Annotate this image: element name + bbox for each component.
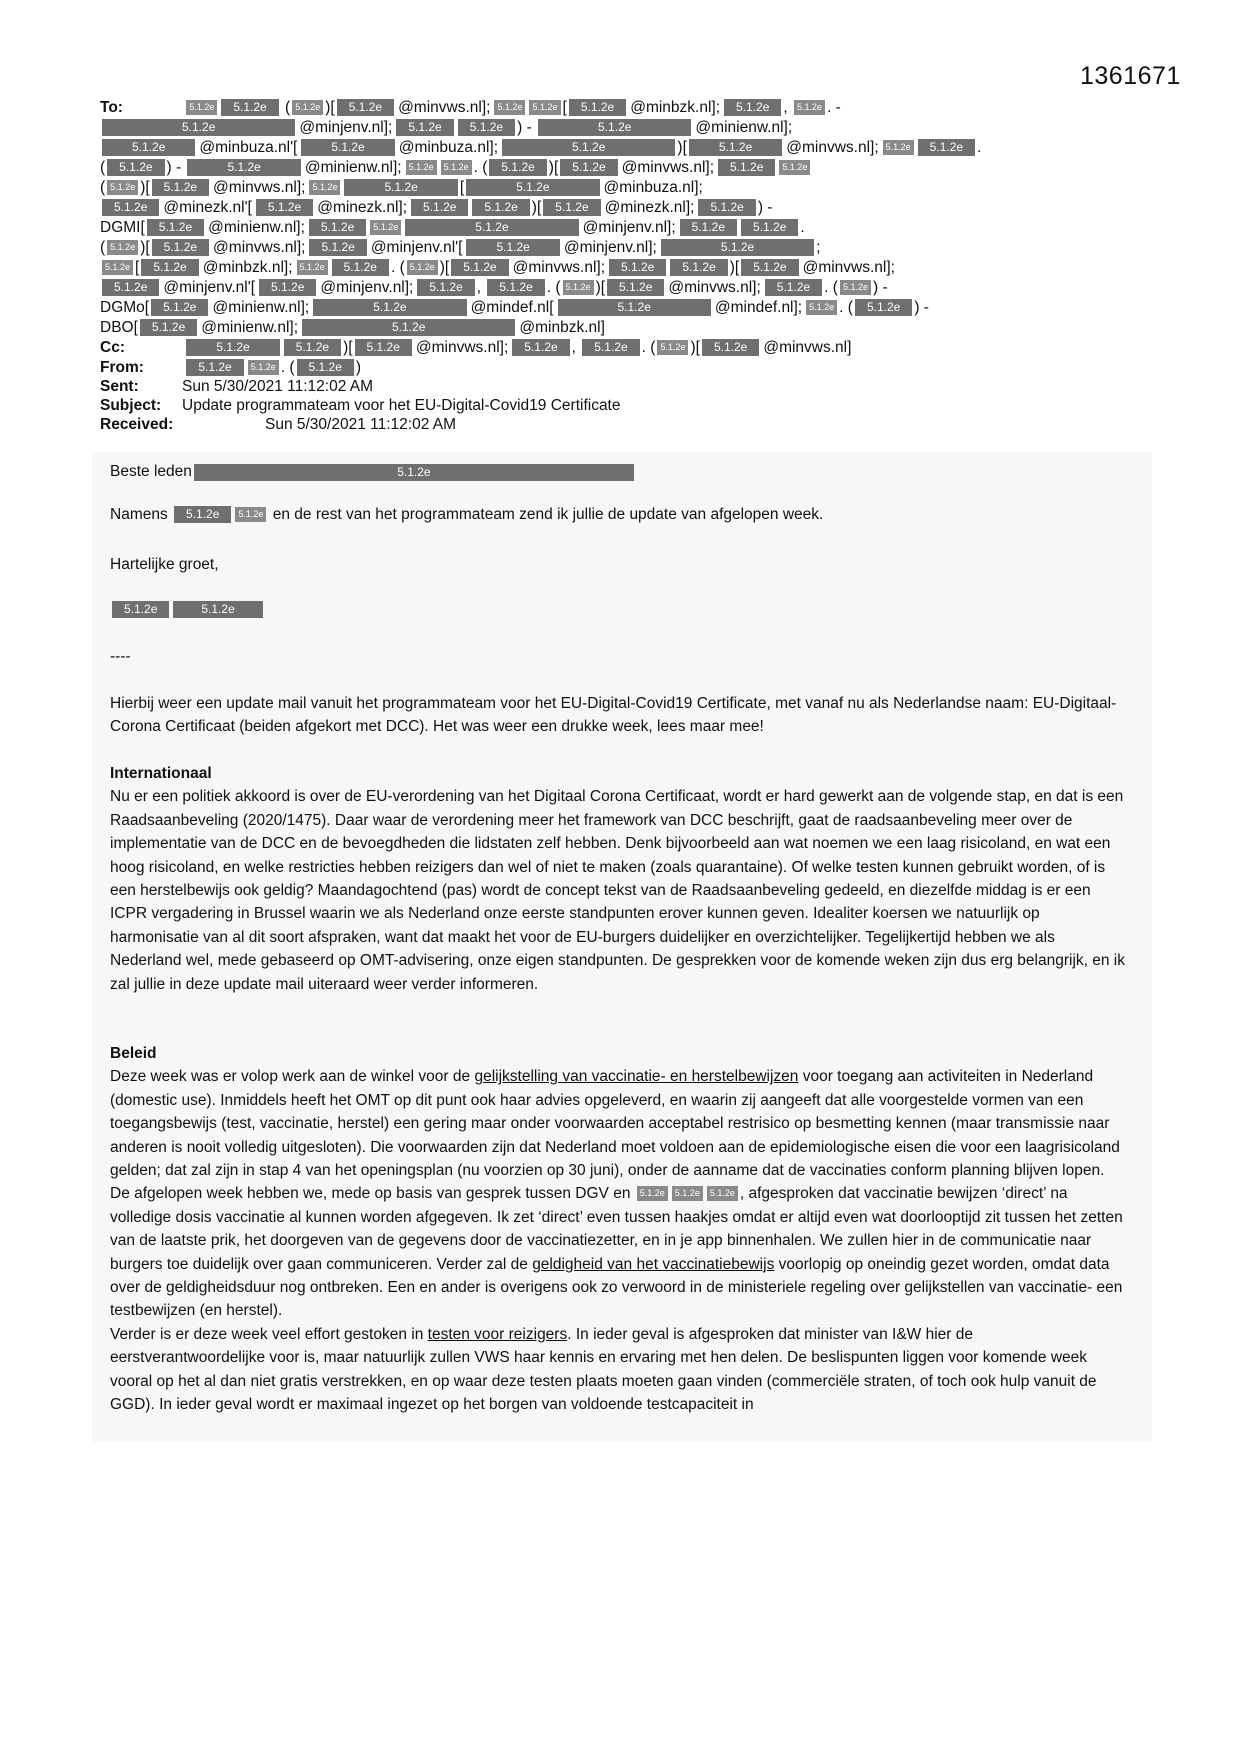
redaction: 5.1.2e xyxy=(107,180,138,195)
received-label: Received: xyxy=(100,416,174,433)
email-domain: @minjenv.nl'[ xyxy=(163,279,256,296)
link-testen-reizigers[interactable]: testen voor reizigers xyxy=(427,1325,568,1343)
intro-text-before: Namens xyxy=(110,506,168,523)
redaction: 5.1.2e xyxy=(151,299,208,316)
redaction: 5.1.2e xyxy=(741,219,798,236)
redaction: 5.1.2e xyxy=(309,180,340,195)
text-run: voorlopig op oneindig gezet worden, omdat data over de geldigheidsduur nog ontbreken. Een en ander is overigens ook zo verwoord in de ministeriele regeling over gelijkstellen van vaccinatie- een testbewijzen (en herstel). xyxy=(110,1255,1123,1320)
redaction: 5.1.2e xyxy=(794,100,825,115)
email-recipient-block xyxy=(100,98,1120,378)
redaction: 5.1.2e xyxy=(186,100,217,115)
beleid-paragraph-1 xyxy=(110,1065,1130,1182)
intro-paragraph: Hierbij weer een update mail vanuit het programmateam voor het EU-Digital-Covid19 Certificate, met vanaf nu als Nederlandse naam: EU-Digitaal-Corona Certificaat (beiden afgekort met DCC). Het was weer een drukke week, lees maar mee! xyxy=(110,695,1117,736)
email-domain: @minbzk.nl]; xyxy=(630,99,721,116)
redaction: 5.1.2e xyxy=(529,100,560,115)
redaction: 5.1.2e xyxy=(221,99,278,116)
redaction: 5.1.2e xyxy=(301,139,394,156)
redaction: 5.1.2e xyxy=(918,139,975,156)
redaction: 5.1.2e xyxy=(702,339,759,356)
redaction: 5.1.2e xyxy=(411,199,468,216)
email-domain: @minvws.nl]; xyxy=(668,279,761,296)
signature xyxy=(110,598,1130,621)
redaction: 5.1.2e xyxy=(558,299,711,316)
redaction: 5.1.2e xyxy=(405,219,578,236)
redaction: 5.1.2e xyxy=(235,507,266,522)
document-id: 1361671 xyxy=(1080,62,1181,90)
redaction: 5.1.2e xyxy=(102,199,159,216)
subject-line xyxy=(100,396,621,415)
redaction: 5.1.2e xyxy=(472,199,529,216)
redaction: 5.1.2e xyxy=(689,139,782,156)
redaction: 5.1.2e xyxy=(102,139,195,156)
email-domain: @minvws.nl]; xyxy=(213,239,306,256)
email-domain: @minezk.nl]; xyxy=(317,199,408,216)
redaction: 5.1.2e xyxy=(355,339,412,356)
to-line-3: 5.1.2e @minbuza.nl'[ 5.1.2e @minbuza.nl]; 5.1.2e )[ 5.1.2e @minvws.nl]; 5.1.2e 5.1.2e . xyxy=(100,138,1120,158)
redaction: 5.1.2e xyxy=(670,259,727,276)
to-line-5: ( 5.1.2e )[ 5.1.2e @minvws.nl]; 5.1.2e 5.1.2e [ 5.1.2e @minbuza.nl]; xyxy=(100,179,703,196)
text-run: . In ieder geval is afgesproken dat minister van I&W hier de eerstverantwoordelijke voor is, maar natuurlijk zullen VWS haar kennis en ervaring met hen delen. De beslispunten liggen voor komende week vooral op het al dan niet gratis verstrekken, en op waar deze testen plaats moeten gaan vinden (commerciële straten, of toch ook hulp vanuit de GGD). In ieder geval wordt er maximaal ingezet op het borgen van voldoende testcapaciteit in xyxy=(110,1325,1097,1414)
redaction: 5.1.2e xyxy=(102,119,295,136)
link-gelijkstelling[interactable]: gelijkstelling van vaccinatie- en herstelbewijzen xyxy=(474,1068,799,1086)
from-label: From: xyxy=(100,359,144,376)
redaction: 5.1.2e xyxy=(458,119,515,136)
redaction: 5.1.2e xyxy=(259,279,316,296)
to-line-7: DGMI[ 5.1.2e @minienw.nl]; 5.1.2e 5.1.2e 5.1.2e @minjenv.nl]; 5.1.2e 5.1.2e . xyxy=(100,219,805,236)
redaction: 5.1.2e xyxy=(406,160,437,175)
email-domain: @minbuza.nl'[ xyxy=(199,139,298,156)
section-text: Nu er een politiek akkoord is over de EU-verordening van het Digitaal Corona Certificaat, wordt er hard gewerkt aan de volgende stap, en dat is een Raadsaanbeveling (2020/1475). Daar waar de verordening meer het framework van DCC beschrijft, gaat de raadsaanbeveling meer over de implementatie van de DCC en de bevoegdheden die lidstaten zelf hebben. Denk bijvoorbeeld aan wat noemen we een laag risicoland, en wat een hoog risicoland, en welke restricties hebben reizigers dan wel of niet te maken (zoals quarantaine). Of welke testen kunnen gebruikt worden, of is een herstelbewijs ook geldig? Maandagochtend (pas) wordt de concept tekst van de Raadsaanbeveling gedeeld, en diezelfde middag is er een ICPR vergadering in Brussel waarin we als Nederland onze eerste standpunten erover kunnen geven. Idealiter koersen we natuurlijk op harmonisatie van al dit soort afspraken, want dat maakt het voor de EU-burgers duidelijker en overzichtelijker. Tegelijkertijd hebben we als Nederland wel, mede gebaseerd op OMT-advisering, onze eigen standpunten. De gesprekken voor de komende weken zijn dus erg belangrijk, en ik zal jullie in deze update mail uiteraard weer verder informeren. xyxy=(110,788,1125,993)
redaction: 5.1.2e xyxy=(724,99,781,116)
text-run: voor toegang aan activiteiten in Nederland (domestic use). Inmiddels heeft het OMT op dit punt ook haar advies opgeleverd, en waarin zij aangeeft dat alle voorgestelde vormen van een toegangsbewijs (test, vaccinatie, herstel) een gering maar onder voorwaarden acceptabel restrisico op besmetting kennen (maar transmissie naar anderen is nooit volledig uitgesloten). Die voorwaarden zijn dat Nederland moet voldoen aan de epidemiologische eisen die voor een laagrisicoland gelden; dat zal zijn in stap 4 van het openingsplan (nu voorzien op 30 juni), onder de aanname dat de vaccinaties conform planning blijven lopen. xyxy=(110,1068,1120,1180)
redaction: 5.1.2e xyxy=(313,299,466,316)
redaction: 5.1.2e xyxy=(407,260,438,275)
redaction: 5.1.2e xyxy=(741,259,798,276)
section-beleid xyxy=(110,1042,1130,1417)
redaction: 5.1.2e xyxy=(297,260,328,275)
redaction: 5.1.2e xyxy=(141,259,198,276)
beleid-paragraph-2 xyxy=(110,1182,1130,1322)
section-title: Beleid xyxy=(110,1045,157,1062)
redaction: 5.1.2e xyxy=(441,160,472,175)
email-domain: @minjenv.nl]; xyxy=(299,119,393,136)
email-domain: @minvws.nl]; xyxy=(415,339,509,356)
email-domain: @minjenv.nl]; xyxy=(320,279,414,296)
to-line-10: 5.1.2e @minjenv.nl'[ 5.1.2e @minjenv.nl]; 5.1.2e , 5.1.2e . ( 5.1.2e )[ 5.1.2e @minvws.nl]; 5.1.2e . ( 5.1.2e ) - xyxy=(100,278,1120,298)
email-domain: @minvws.nl]; xyxy=(213,179,306,196)
redaction: 5.1.2e xyxy=(309,239,366,256)
cc-label: Cc: xyxy=(100,339,125,356)
email-domain: @minbuza.nl]; xyxy=(398,139,499,156)
email-domain: @minvws.nl]; xyxy=(786,139,879,156)
redaction: 5.1.2e xyxy=(417,279,474,296)
redaction: 5.1.2e xyxy=(297,359,354,376)
greeting xyxy=(110,460,1130,483)
email-domain: @minienw.nl]; xyxy=(212,299,310,316)
redaction: 5.1.2e xyxy=(543,199,600,216)
redaction: 5.1.2e xyxy=(147,219,204,236)
recipient-prefix: DGMI[ xyxy=(100,219,145,236)
redaction: 5.1.2e xyxy=(672,1186,703,1201)
subject-label: Subject: xyxy=(100,397,162,414)
email-domain: @minvws.nl]; xyxy=(512,259,605,276)
received-line xyxy=(100,415,456,434)
to-line-11: DGMo[ 5.1.2e @minienw.nl]; 5.1.2e @mindef.nl[ 5.1.2e @mindef.nl]; 5.1.2e . ( 5.1.2e ) - xyxy=(100,299,929,316)
redaction: 5.1.2e xyxy=(152,239,209,256)
from-line: From: 5.1.2e 5.1.2e . ( 5.1.2e ) xyxy=(100,359,362,376)
redaction: 5.1.2e xyxy=(661,239,814,256)
email-domain: @minezk.nl]; xyxy=(604,199,695,216)
redaction: 5.1.2e xyxy=(707,1186,738,1201)
redaction: 5.1.2e xyxy=(302,319,515,336)
redaction: 5.1.2e xyxy=(765,279,822,296)
redaction: 5.1.2e xyxy=(657,340,688,355)
redaction: 5.1.2e xyxy=(502,139,675,156)
redaction: 5.1.2e xyxy=(569,99,626,116)
text-run: De afgelopen week hebben we, mede op basis van gesprek tussen DGV en xyxy=(110,1185,631,1203)
email-domain: @minvws.nl]; xyxy=(802,259,895,276)
redaction: 5.1.2e xyxy=(186,339,279,356)
email-domain: @minienw.nl]; xyxy=(304,159,402,176)
redaction: 5.1.2e xyxy=(102,279,159,296)
redaction: 5.1.2e xyxy=(607,279,664,296)
redaction: 5.1.2e xyxy=(107,159,164,176)
sent-label: Sent: xyxy=(100,378,139,395)
email-domain: @minvws.nl] xyxy=(763,339,852,356)
redaction: 5.1.2e xyxy=(883,140,914,155)
redaction: 5.1.2e xyxy=(107,240,138,255)
redaction: 5.1.2e xyxy=(698,199,755,216)
email-domain: @minjenv.nl'[ xyxy=(370,239,463,256)
section-internationaal xyxy=(110,762,1130,996)
email-domain: @minvws.nl]; xyxy=(398,99,491,116)
text-run: Deze week was er volop werk aan de winkel voor de xyxy=(110,1068,471,1086)
text-run: , afgesproken dat vaccinatie bewijzen ‘direct’ na volledige dosis vaccinatie al kunnen worden afgegeven. Ik zet ‘direct’ even tussen haakjes omdat er altijd even wat doorlooptijd zit tussen het zetten van de laatste prik, het doorgeven van de gegevens door de vaccinatiezetter, en in je app binnenhalen. We zullen hier in de communicatie naar burgers toe duidelijk over gaan communiceren. Verder zal de xyxy=(110,1185,1123,1273)
redaction: 5.1.2e xyxy=(487,279,544,296)
redaction: 5.1.2e xyxy=(718,159,775,176)
to-line-1: To: 5.1.2e 5.1.2e ( 5.1.2e )[ 5.1.2e @minvws.nl]; 5.1.2e 5.1.2e [ 5.1.2e @minbzk.nl]; 5.1.2e , 5.1.2e . - xyxy=(100,99,841,116)
received-value: Sun 5/30/2021 11:12:02 AM xyxy=(265,416,457,433)
email-domain: @minbzk.nl] xyxy=(519,319,605,336)
redaction: 5.1.2e xyxy=(309,219,366,236)
intro-text-after: en de rest van het programmateam zend ik jullie de update van afgelopen week. xyxy=(272,506,824,523)
redaction: 5.1.2e xyxy=(186,359,243,376)
recipient-prefix: DBO[ xyxy=(100,319,138,336)
section-title: Internationaal xyxy=(110,765,212,782)
recipient-prefix: DGMo[ xyxy=(100,299,150,316)
to-line-2: 5.1.2e @minjenv.nl]; 5.1.2e 5.1.2e ) - 5.1.2e @minienw.nl]; xyxy=(100,118,1120,138)
to-line-6: 5.1.2e @minezk.nl'[ 5.1.2e @minezk.nl]; 5.1.2e 5.1.2e )[ 5.1.2e @minezk.nl]; 5.1.2e ) - xyxy=(100,198,1120,218)
email-domain: @minienw.nl]; xyxy=(208,219,305,236)
link-geldigheid[interactable]: geldigheid van het vaccinatiebewijs xyxy=(532,1255,775,1273)
email-domain: @minjenv.nl]; xyxy=(563,239,657,256)
email-domain: @minezk.nl'[ xyxy=(163,199,252,216)
redaction: 5.1.2e xyxy=(855,299,912,316)
redaction: 5.1.2e xyxy=(112,601,169,618)
to-label: To: xyxy=(100,99,123,116)
redaction: 5.1.2e xyxy=(332,259,389,276)
redaction: 5.1.2e xyxy=(840,280,871,295)
beleid-paragraph-3 xyxy=(110,1323,1130,1417)
text-run: Verder is er deze week veel effort gestoken in xyxy=(110,1325,424,1343)
redaction: 5.1.2e xyxy=(637,1186,668,1201)
to-line-8: ( 5.1.2e )[ 5.1.2e @minvws.nl]; 5.1.2e @minjenv.nl'[ 5.1.2e @minjenv.nl]; 5.1.2e ; xyxy=(100,239,821,256)
redaction: 5.1.2e xyxy=(560,159,617,176)
redaction: 5.1.2e xyxy=(173,601,262,618)
sent-line xyxy=(100,377,373,396)
email-domain: @mindef.nl]; xyxy=(714,299,803,316)
redaction: 5.1.2e xyxy=(187,159,300,176)
redaction: 5.1.2e xyxy=(563,280,594,295)
redaction: 5.1.2e xyxy=(512,339,569,356)
email-domain: @minvws.nl]; xyxy=(621,159,715,176)
email-domain: @mindef.nl[ xyxy=(470,299,554,316)
separator: ---- xyxy=(110,648,131,665)
redaction: 5.1.2e xyxy=(337,99,394,116)
sent-value: Sun 5/30/2021 11:12:02 AM xyxy=(182,378,374,395)
intro-line xyxy=(110,503,1130,526)
email-domain: @minienw.nl]; xyxy=(695,119,793,136)
to-line-9: 5.1.2e [ 5.1.2e @minbzk.nl]; 5.1.2e 5.1.2e . ( 5.1.2e )[ 5.1.2e @minvws.nl]; 5.1.2e 5.1.2e )[ 5.1.2e @minvws.nl]; xyxy=(100,258,1120,278)
redaction: 5.1.2e xyxy=(248,360,279,375)
redaction: 5.1.2e xyxy=(140,319,197,336)
email-domain: @minjenv.nl]; xyxy=(582,219,676,236)
greeting-text: Beste leden xyxy=(110,463,192,480)
redaction: 5.1.2e xyxy=(152,179,209,196)
redaction: 5.1.2e xyxy=(344,179,457,196)
redaction: 5.1.2e xyxy=(494,100,525,115)
redaction: 5.1.2e xyxy=(256,199,313,216)
redaction: 5.1.2e xyxy=(466,179,599,196)
cc-line: Cc: 5.1.2e 5.1.2e )[ 5.1.2e @minvws.nl]; 5.1.2e , 5.1.2e . ( 5.1.2e )[ 5.1.2e @minvws.nl] xyxy=(100,339,852,356)
subject-value: Update programmateam voor het EU-Digital-Covid19 Certificate xyxy=(182,397,621,414)
redaction: 5.1.2e xyxy=(102,260,133,275)
redaction: 5.1.2e xyxy=(292,100,323,115)
redaction: 5.1.2e xyxy=(779,160,810,175)
to-line-12 xyxy=(100,318,1120,338)
to-line-4: ( 5.1.2e ) - 5.1.2e @minienw.nl]; 5.1.2e 5.1.2e . ( 5.1.2e )[ 5.1.2e @minvws.nl]; 5.1.2e 5.1.2e xyxy=(100,158,1120,178)
redaction: 5.1.2e xyxy=(194,464,634,481)
redaction: 5.1.2e xyxy=(489,159,546,176)
redaction: 5.1.2e xyxy=(451,259,508,276)
redaction: 5.1.2e xyxy=(284,339,341,356)
redaction: 5.1.2e xyxy=(806,300,837,315)
redaction: 5.1.2e xyxy=(582,339,639,356)
closing: Hartelijke groet, xyxy=(110,556,219,573)
redaction: 5.1.2e xyxy=(396,119,453,136)
redaction: 5.1.2e xyxy=(609,259,666,276)
email-domain: @minbuza.nl]; xyxy=(603,179,703,196)
email-domain: @minbzk.nl]; xyxy=(202,259,293,276)
email-domain: @minienw.nl]; xyxy=(201,319,298,336)
redaction: 5.1.2e xyxy=(680,219,737,236)
redaction: 5.1.2e xyxy=(370,220,401,235)
redaction: 5.1.2e xyxy=(538,119,691,136)
redaction: 5.1.2e xyxy=(174,506,231,523)
redaction: 5.1.2e xyxy=(466,239,559,256)
